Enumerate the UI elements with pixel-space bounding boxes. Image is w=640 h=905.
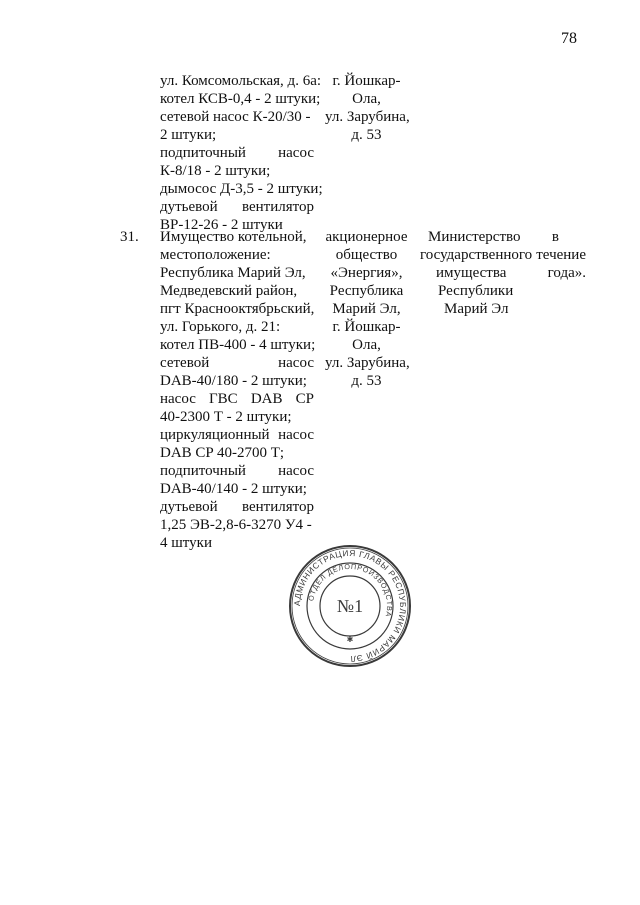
item-31-description [160, 228, 314, 552]
prev-desc-line: дутьевой вентилятор [160, 199, 314, 215]
owner-line: ул. Зарубина, [325, 355, 410, 371]
prev-owner-line: ул. Зарубина, [325, 109, 410, 125]
owner-line: Ола, [352, 337, 381, 353]
prev-item-owner [325, 72, 408, 144]
stamp-star-icon: ✱ [346, 635, 354, 644]
recipient-line: имущества [436, 265, 507, 281]
recipient-line: Республики [438, 283, 514, 299]
prev-desc-line: К-8/18 - 2 штуки; [160, 163, 271, 179]
desc-line: Имущество котельной, [160, 229, 307, 245]
desc-line: 4 штуки [160, 535, 212, 551]
desc-line: циркуляционный насос [160, 427, 314, 443]
prev-desc-line: сетевой насос К-20/30 - [160, 109, 311, 125]
term-line: года». [547, 265, 586, 281]
desc-line: Медведевский район, [160, 283, 298, 299]
prev-owner-line: г. Йошкар- [332, 73, 401, 89]
prev-desc-line: ул. Комсомольская, д. 6а: [160, 73, 322, 89]
prev-desc-line: подпиточный насос [160, 145, 314, 161]
item-31-recipient-term [420, 228, 586, 317]
recipient-line: Марий Эл [444, 301, 509, 317]
desc-line: Республика Марий Эл, [160, 265, 306, 281]
owner-line: «Энергия», [330, 265, 403, 281]
owner-line: общество [335, 247, 398, 263]
prev-desc-line: котел КСВ-0,4 - 2 штуки; [160, 91, 321, 107]
prev-owner-line: Ола, [352, 91, 381, 107]
term-line: течение [536, 247, 586, 263]
recipient-line: государственного [420, 247, 533, 263]
prev-owner-line: д. 53 [351, 127, 382, 143]
desc-line: 1,25 ЭВ-2,8-6-3270 У4 - [160, 517, 312, 533]
desc-line: DAB-40/180 - 2 штуки; [160, 373, 307, 389]
desc-line: ул. Горького, д. 21: [160, 319, 281, 335]
prev-item-description [160, 72, 323, 234]
stamp-seal-icon [288, 544, 412, 668]
desc-line: насос ГВС DAB CP [160, 391, 314, 407]
official-stamp [288, 544, 412, 668]
desc-line: котел ПВ-400 - 4 штуки; [160, 337, 316, 353]
owner-line: г. Йошкар- [332, 319, 401, 335]
page-number: 78 [561, 30, 577, 47]
desc-line: DAB CP 40-2700 Т; [160, 445, 285, 461]
desc-line: пгт Краснооктябрьский, [160, 301, 315, 317]
desc-line: местоположение: [160, 247, 271, 263]
desc-line: сетевой насос [160, 355, 314, 371]
term-line: в [551, 229, 559, 245]
stamp-inner-text: ОТДЕЛ ДЕЛОПРОИЗВОДСТВА [306, 561, 395, 619]
owner-line: Марий Эл, [332, 301, 401, 317]
stamp-outer-text: АДМИНИСТРАЦИЯ ГЛАВЫ РЕСПУБЛИКИ МАРИЙ ЭЛ [291, 547, 409, 665]
prev-desc-line: ВР-12-26 - 2 штуки [160, 217, 283, 233]
item-31-owner [325, 228, 408, 390]
item-number: 31. [120, 229, 139, 245]
prev-desc-line: 2 штуки; [160, 127, 217, 143]
desc-line: дутьевой вентилятор [160, 499, 314, 515]
recipient-line: Министерство [428, 229, 521, 245]
owner-line: акционерное [325, 229, 408, 245]
owner-line: Республика [329, 283, 404, 299]
prev-desc-line: дымосос Д-3,5 - 2 штуки; [160, 181, 323, 197]
desc-line: 40-2300 Т - 2 штуки; [160, 409, 292, 425]
desc-line: подпиточный насос [160, 463, 314, 479]
stamp-number: №1 [336, 596, 364, 616]
desc-line: DAB-40/140 - 2 штуки; [160, 481, 307, 497]
owner-line: д. 53 [351, 373, 382, 389]
